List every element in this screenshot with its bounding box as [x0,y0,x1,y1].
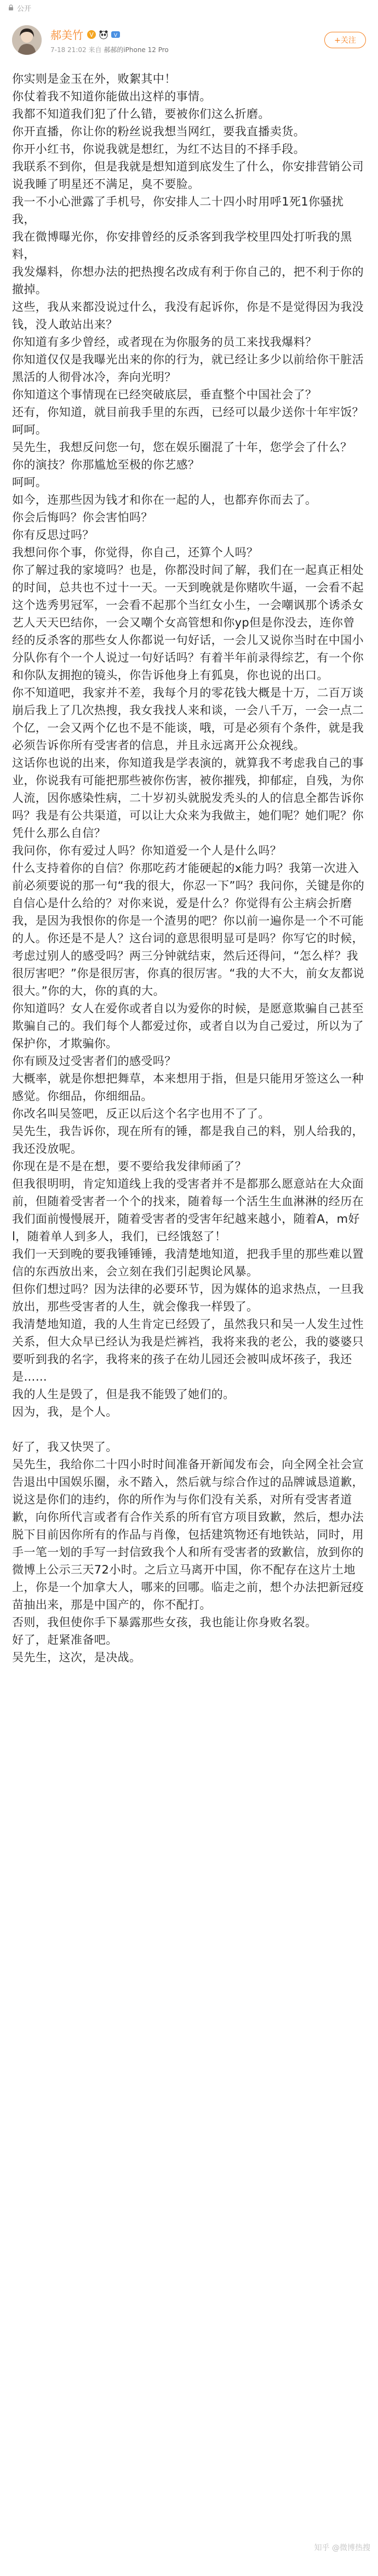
post-paragraph: 你仗着我不知道你能做出这样的事情。 [12,90,211,103]
lock-icon [8,4,14,11]
post-paragraph: 你的演技？你那尴尬至极的你艺感？ [12,458,200,471]
post-paragraph: 呵呵。 [12,476,48,489]
post-paragraph: 吴先生，这次，是决战。 [12,1651,141,1664]
post-paragraph: 呵呵。 [12,423,48,436]
avatar[interactable] [12,25,42,55]
post-paragraph: 我在微博曝光你，你安排曾经的反杀客到我学校里四处打听我的黑料， [12,230,352,261]
post-paragraph: 你有顾及过受害者们的感受吗？ [12,1055,176,1068]
post-paragraph: 我问你，你有爱过人吗？你知道爱一个人是什么吗？ [12,844,282,857]
post-paragraph: 你了解过我的家境吗？也是，你都没时间了解，我们在一起真正相处的时间，总共也不过十一天。一天到晚就是你赌吹牛逼，一会看不起这个选秀男冠军，一会看不起那个当红女小生，一会嘲讽那个诱杀女艺人天天巴结你，一会又嘲个女高管想和你yp但是你没去，连你曾经的反杀客的那些女人你都说一句好话，一会儿又说你当时在中国小分队你有个一个人说过一句好话吗？有着半年前录得综艺，有一个你和你队友拥抱的镜头，你告诉他身上有狐臭，你也说的出口。 [12,563,364,682]
watermark: 知乎 @微博热搜 [314,2544,370,2552]
post-paragraph: 你开直播，你让你的粉丝说我想当网红，要我直播卖货。 [12,125,305,138]
member-icon [111,30,121,39]
post-paragraph: 我清楚地知道，我的人生肯定已经毁了，虽然我只和吴一人发生过性关系，但大众早已经认为我是烂裤裆，我将来我的老公，我的婆婆只要听到我的名字，我将来的孩子在幼儿园还会被叫成坏孩子，我还是…… [12,1318,364,1383]
post-paragraph: 你开小红书，你说我就是想红，为红不达目的不择手段。 [12,143,305,156]
post-paragraph: 我一不小心泄露了手机号，你安排人二十四小时用呼1死1你骚扰我， [12,195,344,226]
post-paragraph: 因为，我，是个人。 [12,1405,118,1418]
post-paragraph: 你知道这个事情现在已经突破底层，垂直整个中国社会了？ [12,388,317,401]
post-paragraph: 你会后悔吗？你会害怕吗？ [12,511,153,524]
post-header [0,22,378,66]
follow-button[interactable]: +关注 [324,32,366,48]
post-paragraph: 你实则是金玉在外，败絮其中！ [12,72,176,86]
post-paragraph: 否则，我但使你手下暴露那些女孩，我也能让你身败名裂。 [12,1616,317,1629]
v-badge-icon [87,30,96,39]
svg-text:V: V [113,32,118,38]
post-paragraph: 这话你也说的出来，你知道我是学表演的，就算我不考虑我自己的事业，你说我有可能把那些被你伤害，被你摧残，抑郁症，自残，为你人流，因你感染性病，二十岁初头就脱发秃头的人的信息全都告诉你吗？我是有公共渠道，可以让大众来为我做主，她们呢？她们呢？你凭什么那么自信？ [12,756,364,840]
post-paragraph: 但我很明明，肯定知道线上我的受害者并不是都那么愿意站在大众面前，但随着受害者一个个的找来，随着每一个活生生血淋淋的经历在我们面前慢慢展开，随着受害者的受害年纪越来越小，随着A，m好l，随着单人到多人，我们，已经饿怒了！ [12,1177,364,1243]
post-time: 7-18 21:02 [50,46,87,54]
author-name[interactable]: 郝美竹 [50,29,83,42]
paragraph-gap [12,1421,366,1438]
post-paragraph: 如今，连那些因为钱才和你在一起的人，也都弃你而去了。 [12,493,317,506]
post-paragraph: 你有反思过吗？ [12,528,94,542]
post-paragraph: 这些，我从来都没说过什么，我没有起诉你，你是不是觉得因为我没钱，没人敢站出来？ [12,300,364,331]
post-paragraph: 我联系不到你，但是我就是想知道到底发生了什么，你安排营销公司说我睡了明星还不满足，臭不要脸。 [12,160,364,191]
status-bar [0,0,378,15]
avatar-image [12,25,42,55]
post-paragraph: 吴先生，我给你二十四小时时间准备开新闻发布会，向全网全社会宣告退出中国娱乐圈，永不踏入，然后就与综合作过的品牌诚恳道歉，说这是你们的违约，你的所作为与你们没有关系，对所有受害者道歉，向你所代言或者有合作关系的所有官方项目致歉，然后，想办法脱下目前因你所有的作品与肖像，包括建筑物还有地铁站，同时，用手一笔一划的手写一封信致我个人和所有受害者的致歉信，放到你的微博上公示三天72小时。之后立马离开中国，你不配存在这片土地上，你是一个加拿大人，哪来的回哪。临走之前，想个办法把新冠疫苗抽出来，那是中国产的，你不配打。 [12,1458,364,1611]
post-paragraph: 好了，我又快哭了。 [12,1440,118,1454]
post-paragraph: 吴先生，我告诉你，现在所有的锤，都是我自己的料，别人给我的，我还没放呢。 [12,1125,364,1155]
svg-text:V: V [89,31,94,38]
post-paragraph: 吴先生，我想反问您一句，您在娱乐圈混了十年，您学会了什么？ [12,441,352,454]
post-device: 郝郝的iPhone 12 Pro [104,46,169,54]
panda-icon [99,30,108,39]
post-paragraph: 我们一天到晚的要我锤锤锤，我清楚地知道，把我手里的那些难以置信的东西放出来，会立刻在我们引起舆论风暴。 [12,1247,364,1278]
post-paragraph: 大概率，就是你想把舞草，本来想用于指，但是只能用牙签这么一种感觉。你细品，你细细品。 [12,1072,364,1103]
post-paragraph: 我的人生是毁了，但是我不能毁了她们的。 [12,1388,235,1401]
visibility-label: 公开 [17,4,32,13]
post-paragraph: 好了，赶紧准备吧。 [12,1633,118,1646]
post-paragraph: 你不知道吧，我家并不差，我每个月的零花钱大概是十万，二百万谈崩后我上了几次热搜，我女我找人来和谈，一会八千万，一会一点二个亿，一会又两个亿也不是不能谈，哦，可是必须有个条件，就是我必须告诉你所有受害者的信息，并且永远离开公众视线。 [12,686,364,752]
post-meta [50,45,169,54]
post-paragraph: 你知道仅仅是我曝光出来的你的行为，就已经让多少以前给你干脏活黑活的人彻骨冰冷，奔向光明？ [12,353,364,384]
post-paragraph: 还有，你知道，就目前我手里的东西，已经可以最少送你十年牢饭？ [12,406,364,419]
source-prefix: 来自 [88,46,102,54]
post-paragraph: 你知道吗？女人在爱你或者自以为爱你的时候，是愿意欺骗自己甚至欺骗自己的。我们每个人都爱过你，或者自以为自己爱过，所以为了保护你，才欺骗你。 [12,1002,364,1050]
post-body [12,70,366,1666]
post-paragraph: 我发爆料，你想办法的把热搜名改成有利于你自己的，把不利于你的撤掉。 [12,265,364,296]
author-name-row [50,26,123,42]
post-paragraph: 你现在是不是在想，要不要给我发律师函了？ [12,1160,247,1173]
post-paragraph: 我想问你个事，你觉得，你自己，还算个人吗？ [12,546,259,559]
post-paragraph: 你改名叫吴签吧，反正以后这个名字也用不了了。 [12,1107,270,1120]
post-paragraph: 什么支持着你的自信？你那吃药才能硬起的x能力吗？我第一次进入前必须要说的那一句“我的很大，你忍一下”吗？我问你，关键是你的自信心是什么给的？对你来说，爱是什么？你觉得有公主病会折磨我，是因为我恨你的你是一个渣男的吧？你以前一遍你是一个不可能的人。你还是不是人？这台词的意思很明显可是吗？你写它的时候，考虑过别人的感受吗？两三分钟就结束，然后还得问，“怎么样？我很厉害吧？”你是很厉害，你真的很厉害。“我的大不大，前女友都说很大。”你的大，你的真的大。 [12,862,365,998]
post-paragraph: 我都不知道我们犯了什么错，要被你们这么折磨。 [12,107,270,121]
post-paragraph: 但你们想过吗？因为法律的必要环节，因为媒体的追求热点，一旦我放出，那些受害者的人生，就会像我一样毁了。 [12,1283,364,1313]
post-paragraph: 你知道有多少曾经，或者现在为你服务的员工来找我爆料？ [12,335,317,349]
